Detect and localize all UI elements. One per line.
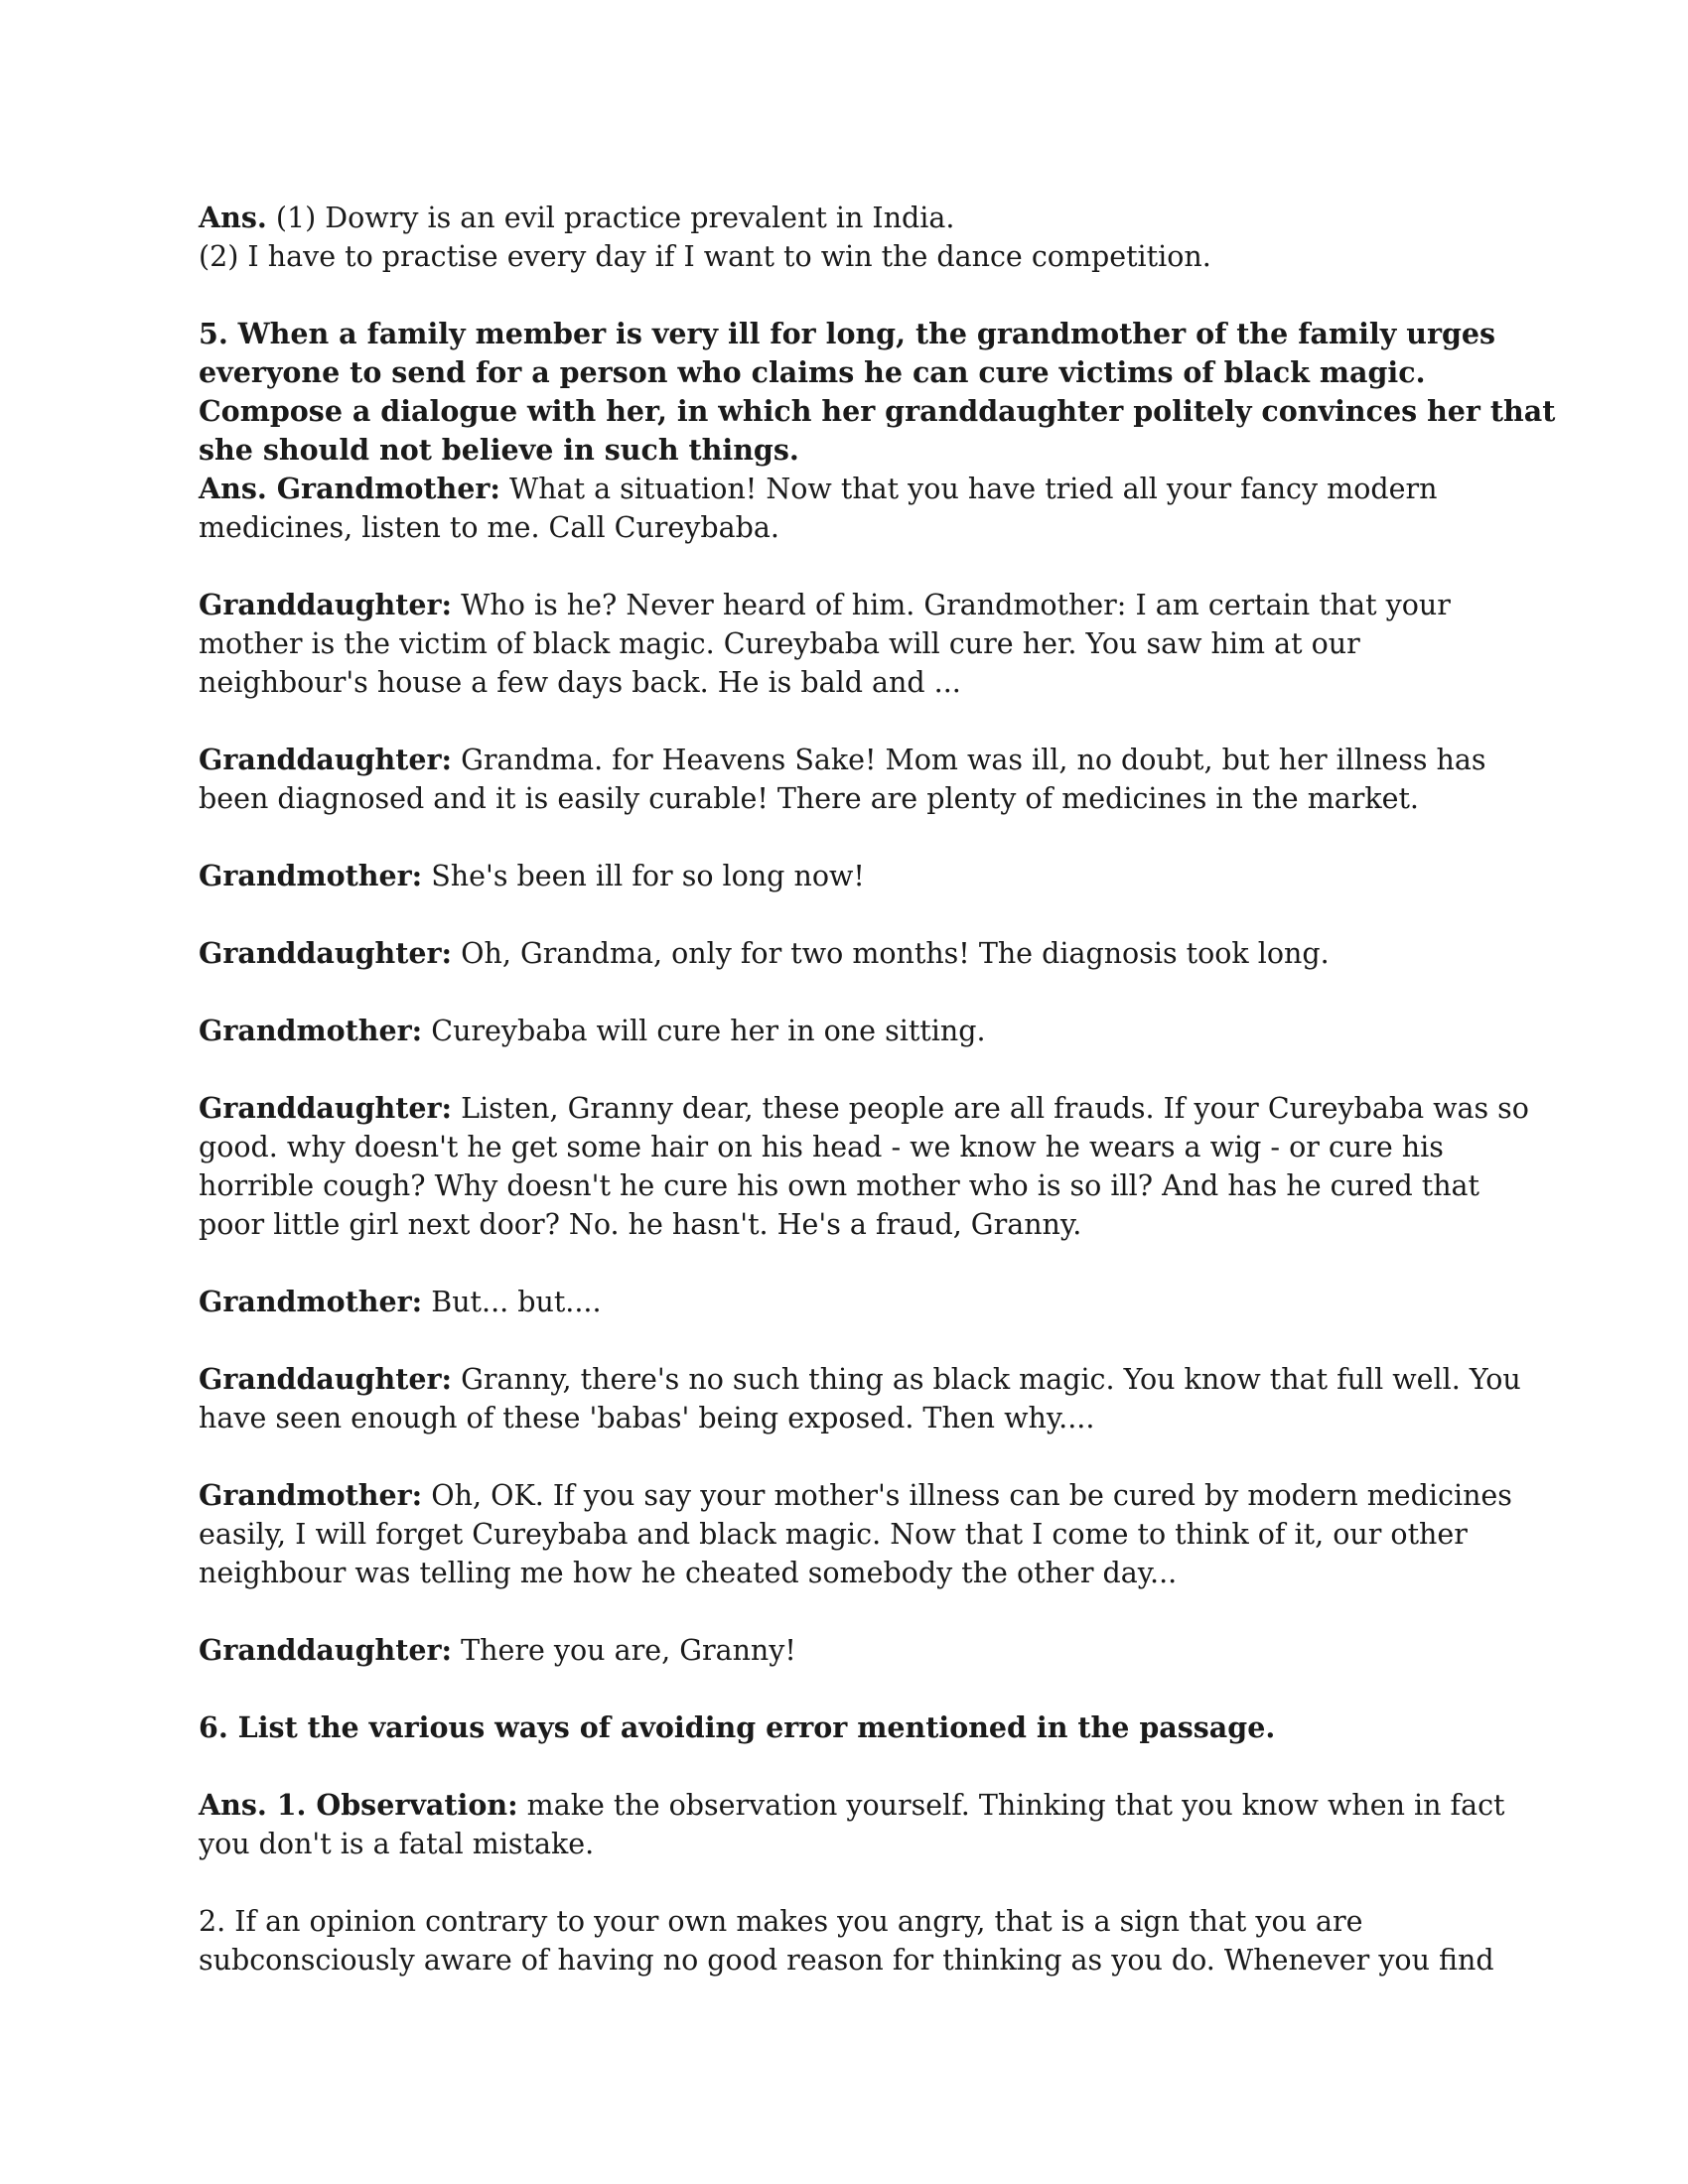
question-6-point-2: 2. If an opinion contrary to your own makes you angry, that is a sign that you are subconsciously aware of having no good reason for thinking as you do. Whenever you find [199,1905,1494,1977]
dialogue-entry: Grandmother: But... but.... [199,1285,602,1318]
dialogue-entry: Grandmother: Cureybaba will cure her in one sitting. [199,1014,986,1047]
speaker-label: Granddaughter: [199,1633,453,1667]
dialogue-entry: Granddaughter: Listen, Granny dear, these people are all frauds. If your Cureybaba was so good. why doesn't he get some hair on his head - we know he wears a wig - or cure his horrible cough? Why doesn't he cure his own mother who is so ill? And has he cured that poor little girl next door? No. he hasn't. He's a fraud, Granny. [199,1091,1529,1241]
speaker-label: Grandmother: [199,1014,423,1047]
question-5-line: everyone to send for a person who claims he can cure victims of black magic. [199,355,1426,389]
question-6-text: 6. List the various ways of avoiding error mentioned in the passage. [199,1710,1276,1744]
dialogue-entry: Granddaughter: Granny, there's no such thing as black magic. You know that full well. You have seen enough of these 'babas' being exposed. Then why.... [199,1362,1521,1434]
speaker-label: Granddaughter: [199,936,453,970]
dialogue-entry: Grandmother: She's been ill for so long now! [199,859,865,892]
dialogue-entry: Grandmother: Oh, OK. If you say your mother's illness can be cured by modern medicines easily, I will forget Cureybaba and black magic. Now that I come to think of it, our other neighbour was telling me how he cheated somebody the other day... [199,1478,1512,1589]
answer-line-1 [199,199,1509,237]
dialogue-entry: Granddaughter: There you are, Granny! [199,1633,796,1667]
speaker-label: Granddaughter: [199,1362,453,1396]
question-6 [199,1708,1509,1747]
speaker-label: Granddaughter: [199,588,453,621]
answer-label: Ans. [199,201,267,234]
speaker-label: Grandmother: [199,1285,423,1318]
question-6-answer: Ans. 1. Observation: make the observation yourself. Thinking that you know when in fact you don't is a fatal mistake. [199,1788,1505,1860]
document-page [199,199,1556,1979]
dialogue-entry: Granddaughter: Oh, Grandma, only for two months! The diagnosis took long. [199,936,1330,970]
speaker-label: Granddaughter: [199,1091,453,1125]
question-5-line: Compose a dialogue with her, in which her granddaughter politely convinces her that [199,394,1556,428]
question-5-line: 5. When a family member is very ill for long, the grandmother of the family urges [199,317,1496,350]
answer-text: (1) Dowry is an evil practice prevalent in India. [266,202,955,234]
dialogue-entry: Granddaughter: Who is he? Never heard of him. Grandmother: I am certain that your mother is the victim of black magic. Cureybaba will cure her. You saw him at our neighbour's house a few days back. He is bald and ... [199,588,1451,699]
answer-block-4 [199,199,1509,276]
question-5-answer-line-2: medicines, listen to me. Call Cureybaba. [199,511,779,544]
dialogue-entry: Granddaughter: Grandma. for Heavens Sake! Mom was ill, no doubt, but her illness has been diagnosed and it is easily curable! There are plenty of medicines in the market. [199,743,1486,815]
question-5 [199,315,1556,547]
answer-label: Ans. 1. Observation: [199,1788,518,1822]
speaker-label: Grandmother: [199,859,423,892]
answer-label: Ans. Grandmother: [199,472,500,505]
speaker-label: Granddaughter: [199,743,453,776]
question-5-answer-line-1: Ans. Grandmother: What a situation! Now that you have tried all your fancy modern [199,472,1438,505]
question-5-line: she should not believe in such things. [199,433,799,467]
answer-line-2: (2) I have to practise every day if I want to win the dance competition. [199,240,1211,273]
speaker-label: Grandmother: [199,1478,423,1512]
